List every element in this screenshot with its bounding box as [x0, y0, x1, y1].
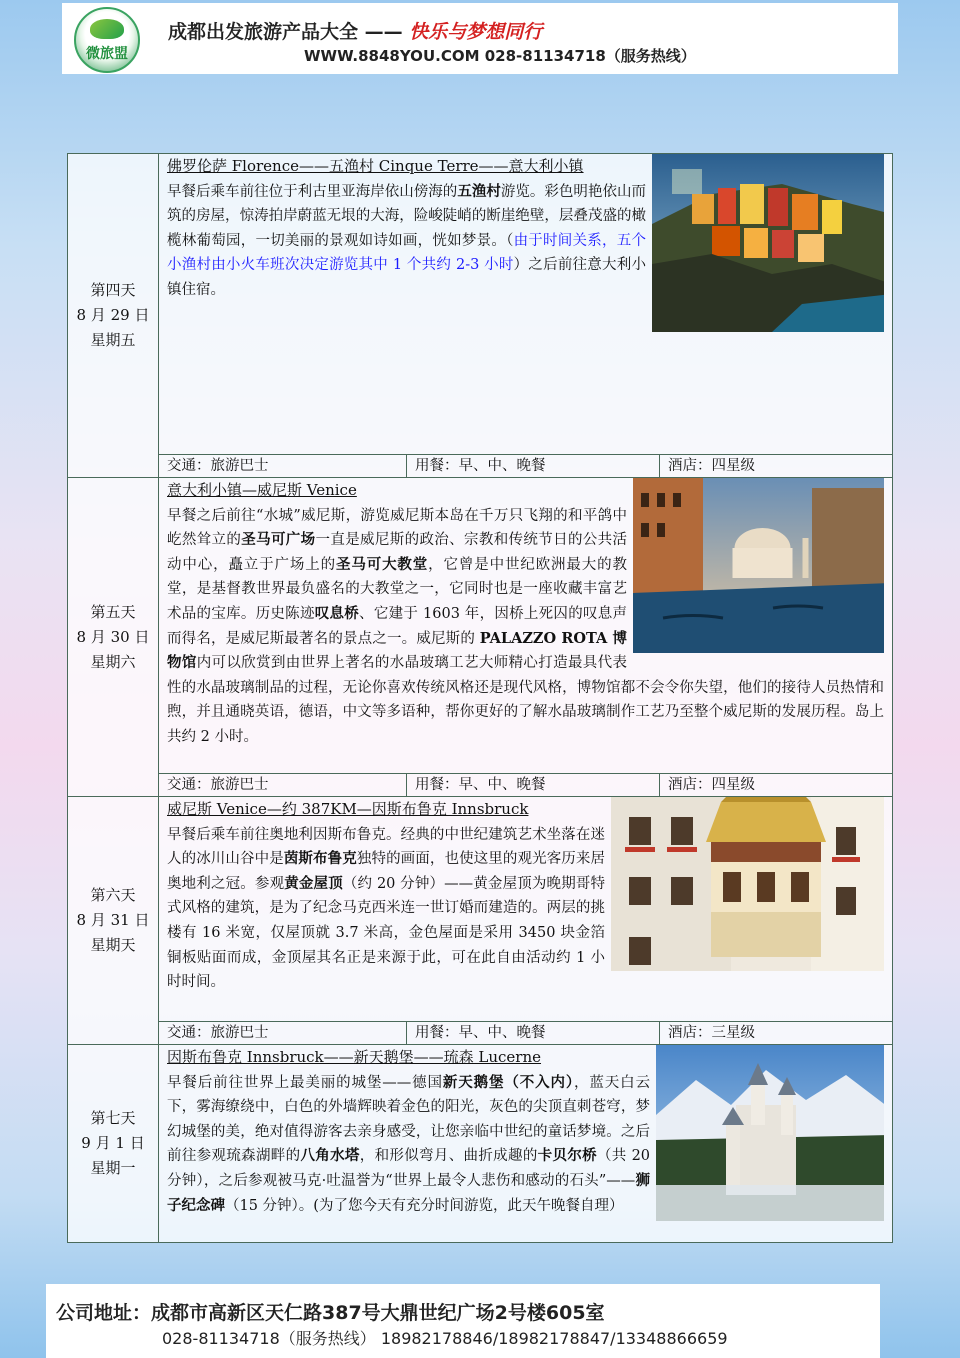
day-meta-row	[159, 454, 892, 477]
header-title-text: 成都出发旅游产品大全 ——	[168, 21, 403, 43]
golden-roof-photo	[611, 797, 884, 980]
description-text: 早餐后乘车前往位于利古里亚海岸依山傍海的	[167, 183, 458, 200]
description-text: 早餐后前往世界上最美丽的城堡——德国	[167, 1074, 443, 1091]
meals-info: 用餐：早、中、晚餐	[407, 1022, 660, 1044]
description-text: 独特的画面，也使这里的观光客历来居奥地利之冠。参观	[167, 851, 606, 892]
meals-info: 用餐：早、中、晚餐	[407, 774, 660, 796]
description-text: 早餐后乘车前往奥地利因斯布鲁克。经典的中世纪建筑艺术坐落在迷人的冰川山谷中是	[167, 826, 605, 868]
description-text: ，和形似弯月、曲折成趣的	[359, 1148, 538, 1165]
highlight-text: 狮子纪念碑	[167, 1171, 651, 1214]
highlight-text: 圣马可广场	[241, 531, 316, 549]
day-weekday: 星期一	[90, 1159, 136, 1177]
highlight-text: 八角水塔	[300, 1147, 360, 1165]
description-text: 早餐之后前往“水城”威尼斯，游览威尼斯本岛在千万只飞翔的和平鸽中屹然耸立的	[167, 507, 627, 549]
day-content-cell	[159, 797, 893, 1045]
day-title: 因斯布鲁克 Innsbruck——新天鹅堡——琉森 Lucerne	[167, 1048, 542, 1066]
note-text: 由于时间关系，五个小渔村由小火车班次决定游览其中 1 个共约 2-3 小时	[167, 232, 646, 274]
highlight-text: 五渔村	[457, 182, 501, 200]
day-content-cell	[159, 478, 893, 797]
company-phones: 028-81134718（服务热线） 18982178846/18982178847/13348866659	[162, 1329, 728, 1348]
highlight-text: 卡贝尔桥	[537, 1147, 597, 1165]
description-text: 一直是威尼斯的政治、宗教和传统节日的公共活动中心，矗立于广场上的	[167, 532, 627, 573]
cinque-terre-photo	[652, 154, 884, 341]
day-day: 第六天	[90, 886, 136, 904]
company-address: 公司地址：成都市高新区天仁路387号大鼎世纪广场2号楼605室	[56, 1302, 605, 1324]
highlight-text: PALAZZO ROTA 博物馆	[167, 629, 628, 672]
day-content-cell	[159, 1045, 893, 1243]
day-date: 8 月 31 日	[76, 911, 150, 929]
logo-text: 微旅盟	[86, 46, 128, 62]
itinerary-table	[67, 153, 893, 1243]
day-title: 威尼斯 Venice—约 387KM—因斯布鲁克 Innsbruck	[167, 800, 529, 818]
day-day: 第五天	[90, 602, 136, 621]
transport-info: 交通：旅游巴士	[159, 455, 407, 477]
description-text: 、它建于 1603 年，因桥上死囚的叹息声而得名，是威尼斯最著名的景点之一。威尼斯的	[167, 605, 628, 647]
hotel-info: 酒店：四星级	[668, 777, 755, 793]
day-row	[68, 478, 893, 797]
day-day: 第四天	[90, 281, 136, 299]
highlight-text: 茵斯布鲁克	[283, 850, 357, 868]
venice-canal-photo	[633, 478, 884, 662]
day-weekday: 星期五	[90, 331, 136, 349]
day-content-cell	[159, 154, 893, 478]
header-contact: WWW.8848YOU.COM 028-81134718（服务热线）	[304, 47, 696, 65]
description-text: （约 20 分钟）——黄金屋顶为晚期哥特式风格的建筑，是为了纪念马克西米连一世订婚而建造的。两层的挑楼有 16 米宽，仅屋顶就 3.7 米高，金色屋面是采用 3450 块金箔铜板贴面而成，金顶屋其名正是来源于此，可在此自由活动约 1 小时时间。	[167, 875, 606, 991]
highlight-text: 新天鹅堡（不入内）	[442, 1073, 574, 1091]
header-slogan: 快乐与梦想同行	[409, 21, 543, 43]
description-text: ，它曾是中世纪欧洲最大的教堂，是基督教世界最负盛名的大教堂之一，它同时也是一座收藏丰富艺术品的宝库。历史陈迹	[167, 556, 628, 622]
description-text: ，蓝天白云下，雾海缭绕中，白色的外墙辉映着金色的阳光，灰色的尖顶直刺苍穹，梦幻城堡的美，绝对值得游客去亲身感受，让您亲临中世纪的童话梦境。之后前往参观琉森湖畔的	[167, 1074, 650, 1165]
header-title	[168, 17, 542, 44]
day-label-cell	[68, 154, 159, 478]
day-title: 佛罗伦萨 Florence——五渔村 Cinque Terre——意大利小镇	[167, 157, 584, 175]
day-weekday: 星期六	[90, 652, 136, 671]
description-text: 内可以欣赏到由世界上著名的水晶玻璃工艺大师精心打造最具代表性的水晶玻璃制品的过程，无论你喜欢传统风格还是现代风格，博物馆都不会令你失望，他们的接待人员热情和煦，并且通晓英语，德语，中文等多语种，帮你更好的了解水晶玻璃制作工艺乃至整个威尼斯的发展历程。岛上共约 2 小时。	[167, 655, 884, 745]
day-row	[68, 154, 893, 478]
hotel-info: 酒店：三星级	[668, 1025, 755, 1041]
description-text: （15 分钟）。(为了您今天有充分时间游览，此天午晚餐自理）	[225, 1197, 624, 1214]
day-title: 意大利小镇—威尼斯 Venice	[167, 481, 357, 499]
transport-info: 交通：旅游巴士	[159, 1022, 407, 1044]
day-date: 9 月 1 日	[81, 1134, 145, 1152]
day-date: 8 月 30 日	[76, 627, 150, 646]
leaf-icon	[90, 19, 124, 39]
meals-info: 用餐：早、中、晚餐	[407, 455, 660, 477]
day-meta-row	[159, 773, 892, 796]
highlight-text: 叹息桥	[314, 604, 360, 622]
day-row	[68, 1045, 893, 1243]
neuschwanstein-photo	[656, 1045, 884, 1230]
hotel-info: 酒店：四星级	[668, 458, 755, 474]
transport-info: 交通：旅游巴士	[159, 774, 407, 796]
description-text: 游览。彩色明艳依山而筑的房屋，惊涛拍岸蔚蓝无垠的大海，险峻陡峭的断崖绝壁，层叠茂盛的橄榄林葡萄园，一切美丽的景观如诗如画，恍如梦景。（	[167, 183, 646, 249]
page-header	[62, 3, 898, 74]
day-date: 8 月 29 日	[76, 306, 150, 324]
day-label-cell	[68, 478, 159, 797]
description-text: （共 20 分钟），之后参观被马克·吐温誉为“世界上最令人悲伤和感动的石头”——	[167, 1148, 651, 1189]
highlight-text: 圣马可大教堂	[335, 555, 429, 573]
day-label-cell	[68, 797, 159, 1045]
day-day: 第七天	[90, 1109, 136, 1127]
highlight-text: 黄金屋顶	[284, 874, 343, 892]
description-text: ）之后前往意大利小镇住宿。	[167, 257, 646, 298]
brand-logo-icon	[74, 7, 140, 73]
day-label-cell	[68, 1045, 159, 1243]
day-row	[68, 797, 893, 1045]
day-meta-row	[159, 1021, 892, 1044]
day-weekday: 星期天	[90, 936, 136, 954]
page-footer	[46, 1284, 880, 1358]
